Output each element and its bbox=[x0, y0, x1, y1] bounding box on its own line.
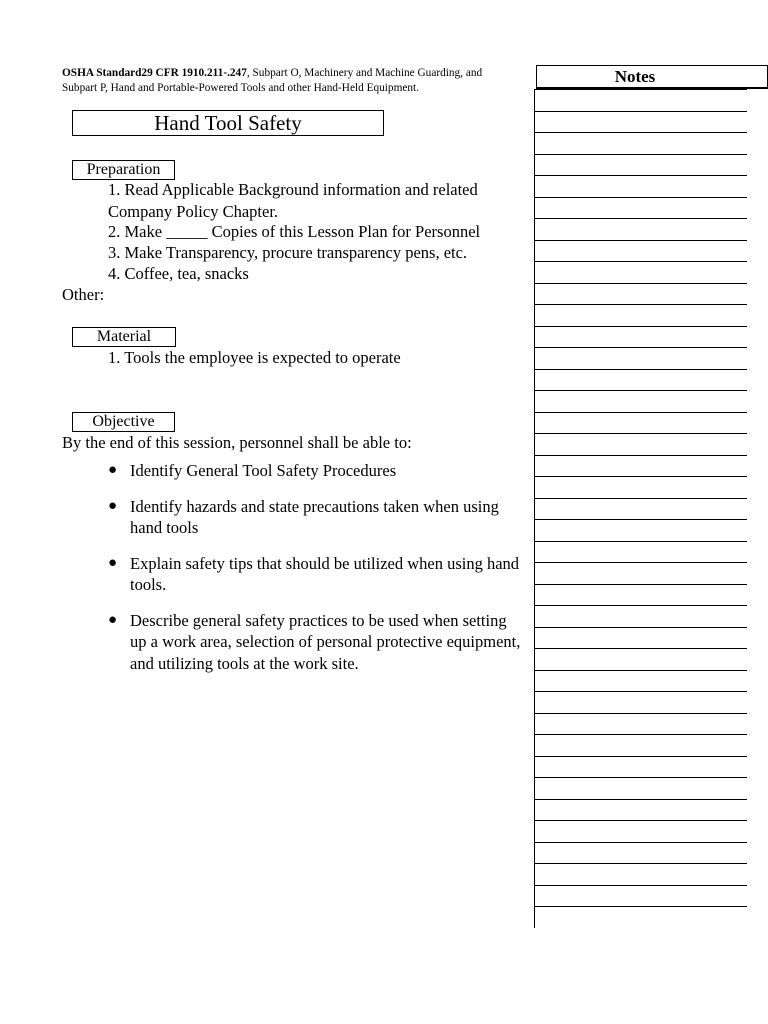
material-item: 1. Tools the employee is expected to operate bbox=[108, 348, 401, 367]
notes-line bbox=[535, 799, 747, 800]
material-heading: Material bbox=[72, 327, 176, 347]
notes-line bbox=[535, 218, 747, 219]
notes-line bbox=[535, 519, 747, 520]
objective-bullet bbox=[106, 553, 526, 596]
objective-heading: Objective bbox=[72, 412, 175, 432]
notes-line bbox=[535, 842, 747, 843]
notes-line bbox=[535, 132, 747, 133]
notes-line bbox=[535, 627, 747, 628]
notes-line bbox=[535, 175, 747, 176]
notes-line bbox=[535, 498, 747, 499]
objective-bullet-text: Describe general safety practices to be used when setting up a work area, selection of personal protective equipment, and utilizing tools at the work site. bbox=[130, 610, 521, 673]
osha-standard-description: , Subpart O, Machinery and Machine Guarding, and Subpart P, Hand and Portable-Powered Tools and other Hand-Held Equipment. bbox=[62, 67, 483, 94]
notes-line bbox=[535, 820, 747, 821]
objective-intro: By the end of this session, personnel shall be able to: bbox=[62, 433, 412, 452]
notes-line bbox=[535, 562, 747, 563]
notes-line bbox=[535, 734, 747, 735]
notes-line bbox=[535, 713, 747, 714]
notes-line bbox=[535, 906, 747, 907]
notes-line bbox=[535, 261, 747, 262]
notes-line bbox=[535, 283, 747, 284]
notes-line bbox=[535, 197, 747, 198]
notes-line bbox=[535, 347, 747, 348]
notes-line bbox=[535, 756, 747, 757]
preparation-item: 2. Make _____ Copies of this Lesson Plan for Personnel bbox=[108, 222, 481, 241]
notes-line bbox=[535, 885, 747, 886]
notes-line bbox=[535, 670, 747, 671]
notes-line bbox=[535, 541, 747, 542]
notes-line bbox=[535, 605, 747, 606]
osha-standard-number: OSHA Standard29 CFR 1910.211-.247 bbox=[62, 67, 247, 79]
bullet-dot-icon: ● bbox=[108, 462, 118, 478]
notes-heading: Notes bbox=[536, 65, 768, 89]
notes-line bbox=[535, 154, 747, 155]
notes-line bbox=[535, 412, 747, 413]
notes-line bbox=[535, 648, 747, 649]
notes-line bbox=[535, 89, 747, 90]
notes-line bbox=[535, 390, 747, 391]
preparation-other-label: Other: bbox=[62, 285, 105, 304]
notes-line bbox=[535, 584, 747, 585]
preparation-item: 1. Read Applicable Background information and related bbox=[108, 180, 478, 199]
preparation-item: 3. Make Transparency, procure transparency pens, etc. bbox=[108, 243, 468, 262]
notes-line bbox=[535, 304, 747, 305]
preparation-item: 4. Coffee, tea, snacks bbox=[108, 264, 249, 283]
notes-lined-area bbox=[534, 89, 746, 928]
objective-bullet-text: Identify hazards and state precautions taken when using hand tools bbox=[130, 496, 499, 537]
objective-bullet-text: Identify General Tool Safety Procedures bbox=[130, 461, 397, 480]
bullet-dot-icon: ● bbox=[108, 611, 118, 628]
notes-line bbox=[535, 240, 747, 241]
preparation-item: Company Policy Chapter. bbox=[108, 202, 279, 221]
objective-list bbox=[106, 460, 526, 688]
preparation-heading: Preparation bbox=[72, 160, 175, 180]
notes-line bbox=[535, 111, 747, 112]
notes-line bbox=[535, 326, 747, 327]
osha-standard-reference bbox=[62, 66, 502, 95]
notes-line bbox=[535, 433, 747, 434]
notes-line bbox=[535, 369, 747, 370]
notes-line bbox=[535, 476, 747, 477]
objective-bullet bbox=[106, 496, 526, 539]
notes-line bbox=[535, 863, 747, 864]
bullet-dot-icon: ● bbox=[108, 497, 118, 514]
objective-bullet bbox=[106, 610, 526, 675]
objective-bullet-text: Explain safety tips that should be utilized when using hand tools. bbox=[130, 553, 520, 594]
notes-line bbox=[535, 691, 747, 692]
bullet-dot-icon: ● bbox=[108, 554, 118, 571]
objective-bullet bbox=[106, 460, 526, 482]
notes-line bbox=[535, 777, 747, 778]
notes-line bbox=[535, 455, 747, 456]
page-title: Hand Tool Safety bbox=[72, 110, 384, 136]
